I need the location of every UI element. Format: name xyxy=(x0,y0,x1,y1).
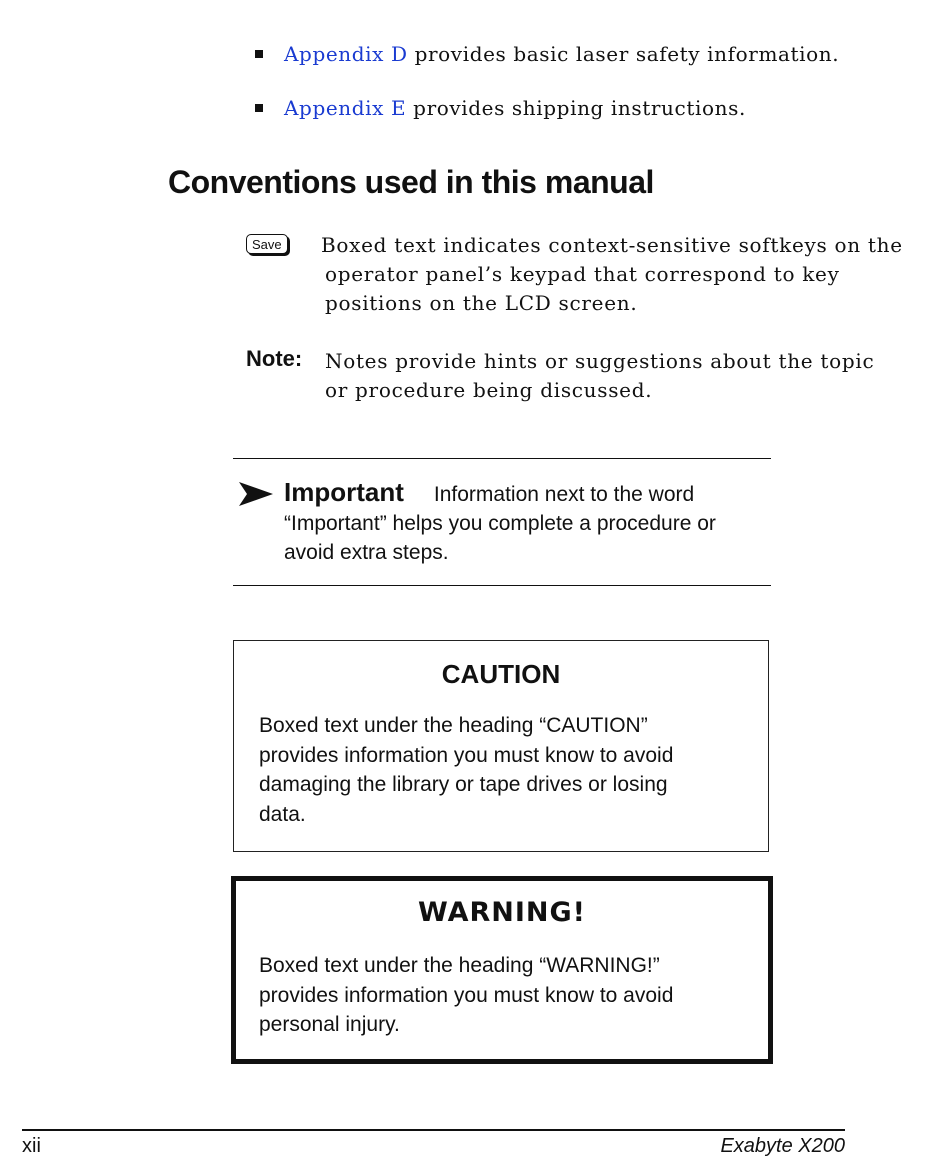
caution-heading: CAUTION xyxy=(441,659,561,689)
softkey-description-line2: operator panel’s keypad that correspond to key xyxy=(325,262,840,286)
softkey-description-line3: positions on the LCD screen. xyxy=(325,291,638,315)
important-block xyxy=(284,478,784,567)
softkey-example: Save xyxy=(246,234,288,254)
note-description-line1: Notes provide hints or suggestions about the topic xyxy=(325,349,875,373)
product-name: Exabyte X200 xyxy=(720,1135,845,1157)
divider xyxy=(233,585,771,586)
bullet-text: provides basic laser safety information. xyxy=(407,42,840,66)
footer-divider xyxy=(22,1129,845,1131)
divider xyxy=(233,458,771,459)
warning-heading: WARNING! xyxy=(418,897,586,928)
important-line3: avoid extra steps. xyxy=(284,541,449,564)
warning-line1: Boxed text under the heading “WARNING!” xyxy=(259,954,660,977)
caution-line3: damaging the library or tape drives or losing xyxy=(259,773,668,796)
important-line1: Information next to the word xyxy=(433,483,695,506)
appendix-e-link[interactable]: Appendix E xyxy=(284,96,407,120)
arrow-icon xyxy=(239,480,273,508)
warning-line3: personal injury. xyxy=(259,1013,400,1036)
note-description-line2: or procedure being discussed. xyxy=(325,378,653,402)
softkey-description-line1: Boxed text indicates context-sensitive softkeys on the xyxy=(321,233,903,257)
appendix-d-link[interactable]: Appendix D xyxy=(284,42,408,66)
bullet-text: provides shipping instructions. xyxy=(406,96,746,120)
warning-box xyxy=(231,876,773,1064)
important-label: Important xyxy=(284,477,404,507)
caution-line2: provides information you must know to avoid xyxy=(259,743,674,767)
page-number: xii xyxy=(22,1135,41,1157)
caution-line4: data. xyxy=(259,802,306,826)
warning-line2: provides information you must know to avoid xyxy=(259,983,674,1007)
section-title: Conventions used in this manual xyxy=(168,164,654,200)
bullet-icon xyxy=(255,50,263,58)
note-label: Note: xyxy=(246,346,303,371)
caution-box xyxy=(233,640,769,852)
caution-line1: Boxed text under the heading “CAUTION” xyxy=(259,714,648,737)
important-line2: “Important” helps you complete a procedure or xyxy=(284,512,716,535)
bullet-icon xyxy=(255,104,263,112)
